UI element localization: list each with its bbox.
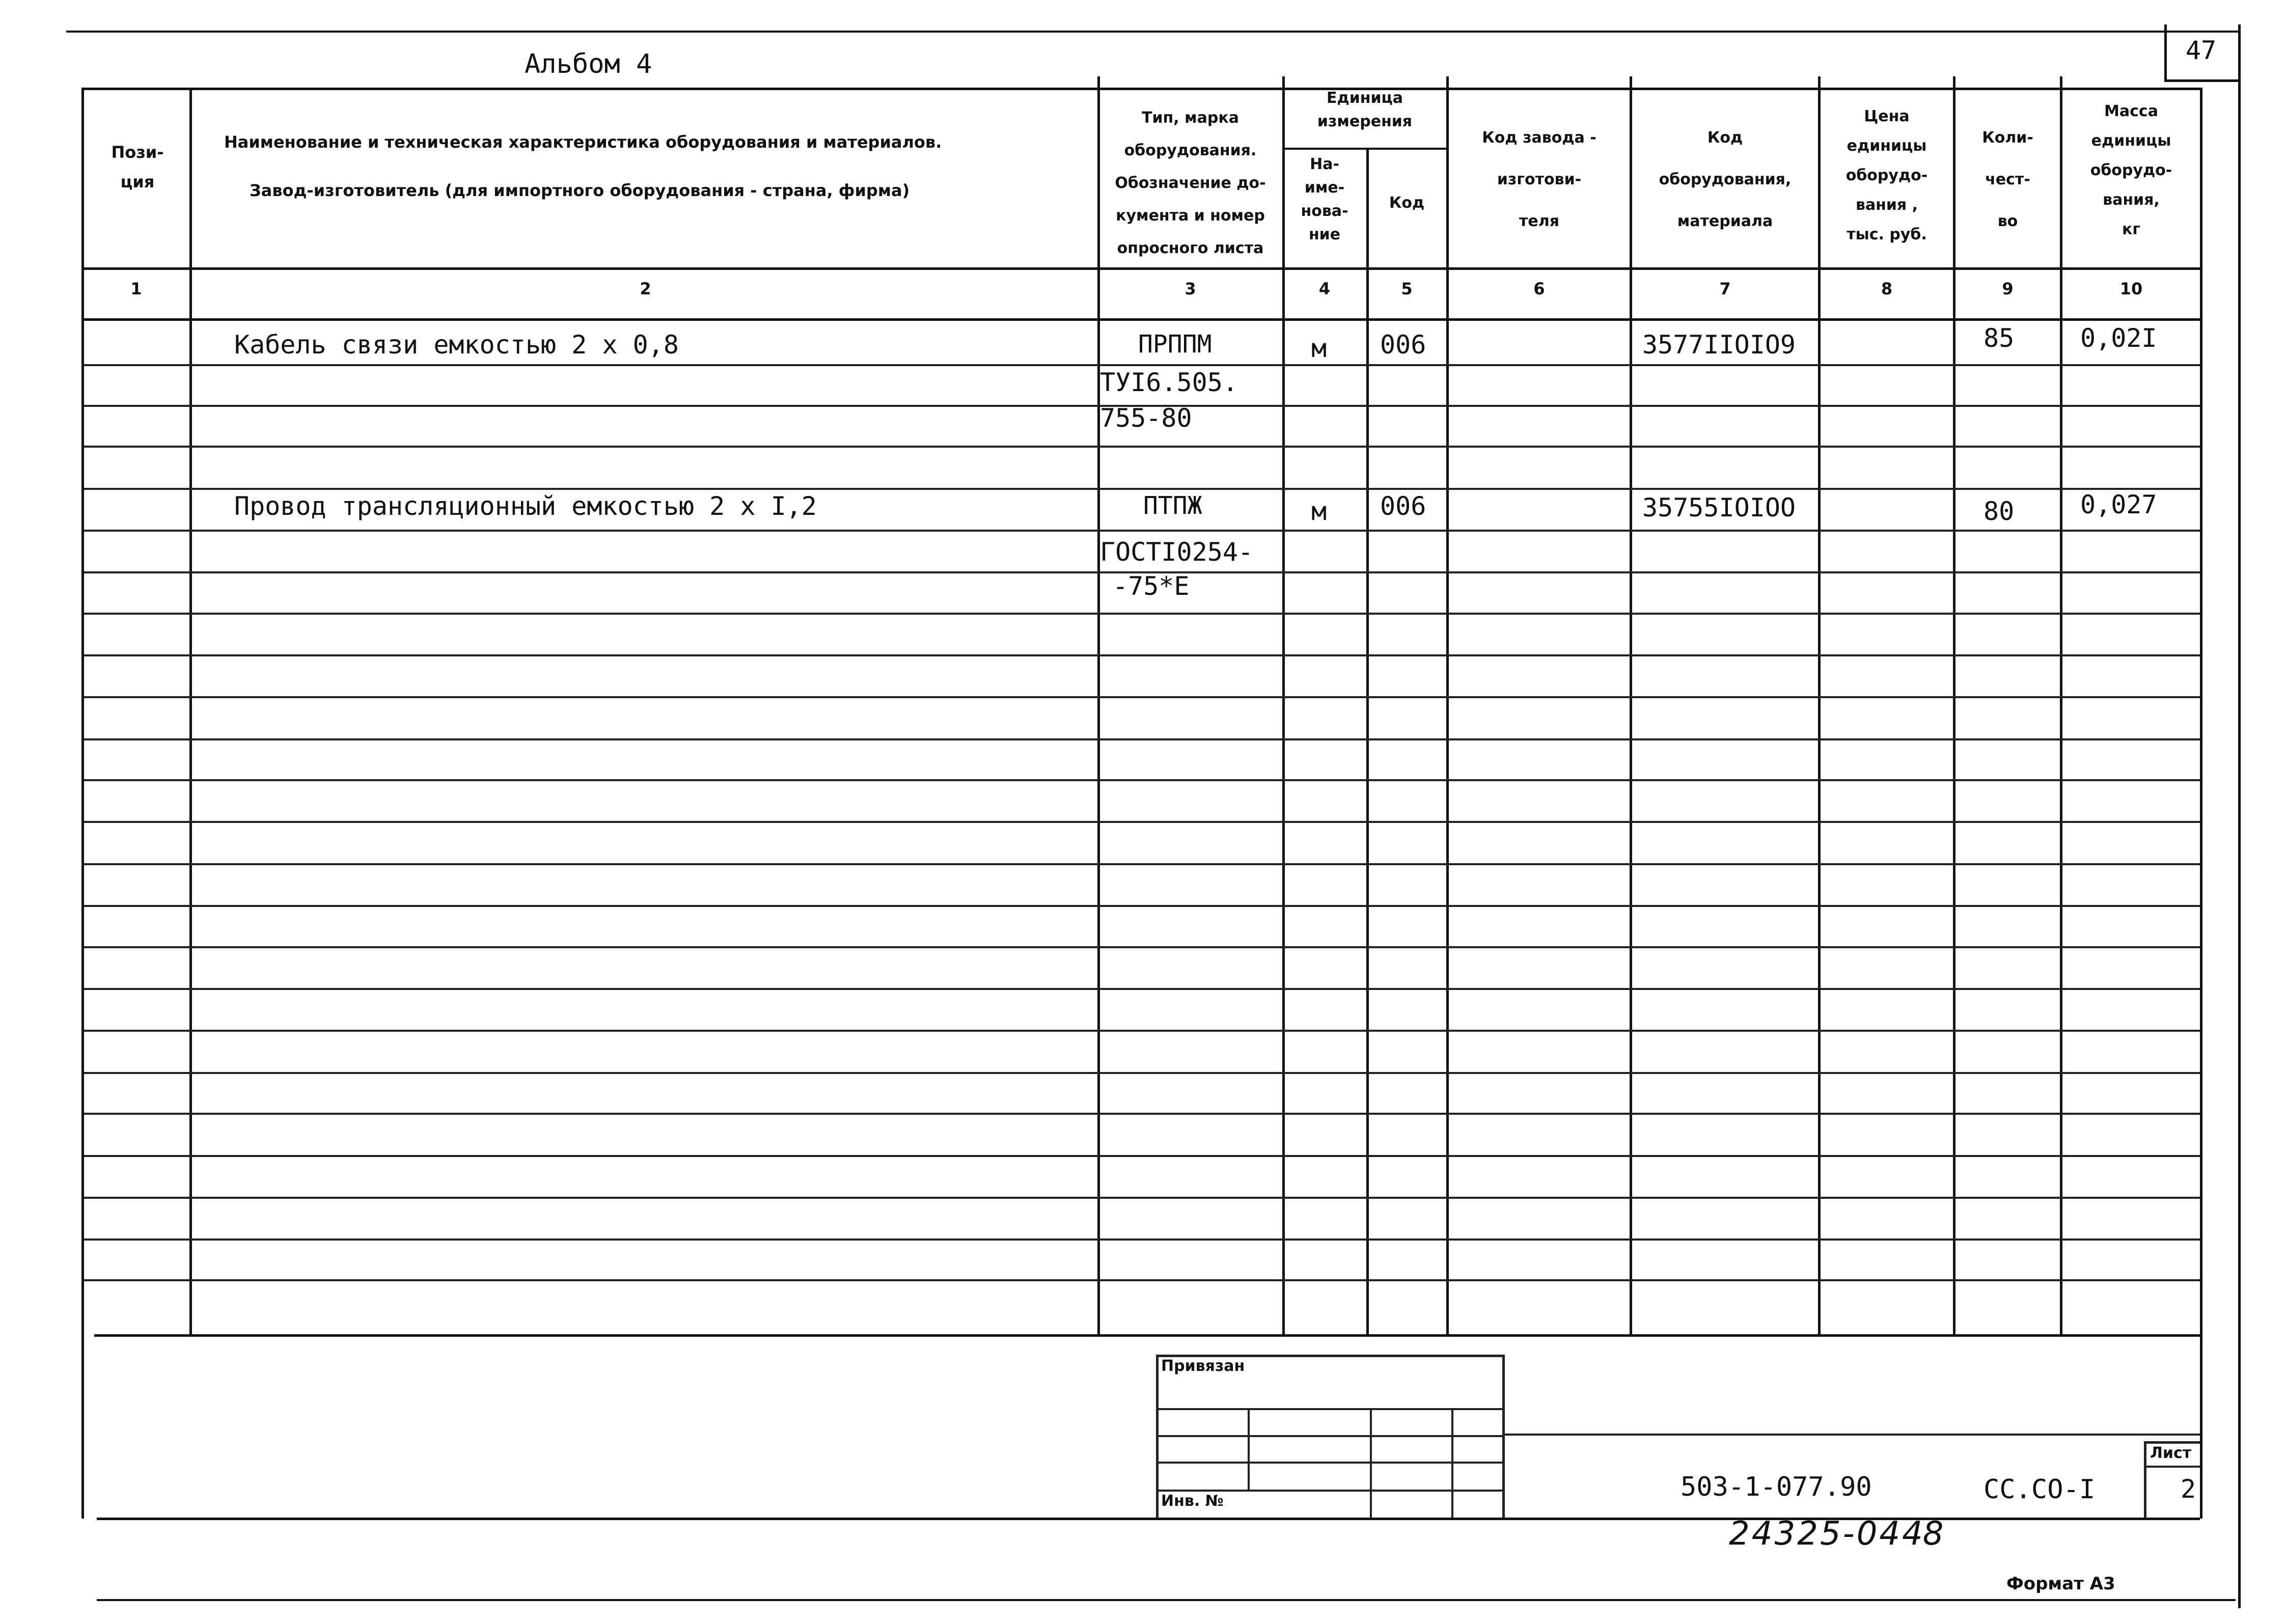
colnum-bottom xyxy=(81,318,2200,321)
table-right xyxy=(2200,88,2202,1519)
album-label: Альбом 4 xyxy=(525,49,652,79)
stamp-row xyxy=(1156,1435,1502,1437)
page-box-bottom xyxy=(2164,79,2240,82)
header-col8: Цена единицы оборудо- вания , тыс. руб. xyxy=(1846,107,1928,243)
row-line xyxy=(84,988,2200,990)
row2-mass: 0,027 xyxy=(2080,490,2157,519)
header-col5: Код xyxy=(1389,194,1425,212)
colnum-7: 7 xyxy=(1719,279,1731,298)
unit-group-line xyxy=(1282,148,1446,150)
table-top xyxy=(81,88,2200,90)
row-line xyxy=(84,488,2200,490)
stamp-right xyxy=(1502,1355,1505,1518)
title-block-line xyxy=(1502,1434,2200,1436)
row1-mass: 0,02I xyxy=(2080,323,2157,353)
row-line xyxy=(84,654,2200,656)
row-line xyxy=(84,1030,2200,1032)
stamp-col xyxy=(1451,1408,1453,1518)
col-sep-7 xyxy=(1818,76,1821,1334)
colnum-1: 1 xyxy=(130,279,142,298)
row2-type-line3: -75*Е xyxy=(1113,571,1190,601)
list-box-left xyxy=(2144,1441,2146,1518)
row-line xyxy=(84,905,2200,907)
col-sep-9 xyxy=(2060,76,2062,1334)
stamp-row xyxy=(1156,1490,1502,1492)
row-line xyxy=(84,613,2200,615)
row-line xyxy=(84,946,2200,948)
col-sep-6 xyxy=(1630,76,1632,1334)
row-line xyxy=(84,1197,2200,1199)
row-line xyxy=(84,530,2200,532)
colnum-9: 9 xyxy=(2002,279,2014,298)
header-col4: На- име- нова- ние xyxy=(1301,155,1348,243)
stamp-privyazan: Привязан xyxy=(1161,1357,1245,1375)
header-col1: Пози- ция xyxy=(111,143,164,191)
doc-code: 503-1-077.90 xyxy=(1681,1472,1872,1502)
page-box-left xyxy=(2164,24,2167,80)
table-left xyxy=(81,88,84,1519)
page-number: 47 xyxy=(2185,36,2217,65)
row-line xyxy=(84,1155,2200,1157)
stamp-inv: Инв. № xyxy=(1161,1492,1224,1510)
top-border xyxy=(66,31,2241,33)
row-line xyxy=(84,863,2200,865)
row-line xyxy=(84,1238,2200,1241)
row1-type-line1: ПРППМ xyxy=(1138,330,1212,359)
row2-type-line2: ГОСТI0254- xyxy=(1100,537,1254,567)
stamp-row xyxy=(1156,1462,1502,1464)
list-label: Лист xyxy=(2150,1444,2192,1462)
row2-name: Провод трансляционный емкостью 2 х I,2 xyxy=(234,491,817,521)
archive-page: 48 xyxy=(1902,1515,1944,1553)
colnum-6: 6 xyxy=(1533,279,1545,298)
stamp-col xyxy=(1248,1408,1250,1490)
row1-type-line3: 755-80 xyxy=(1100,403,1192,433)
row2-quantity: 80 xyxy=(1984,497,2015,526)
row1-unit: м xyxy=(1311,334,1327,363)
row1-type-line2: ТУI6.505. xyxy=(1100,368,1238,397)
header-col2-line1: Наименование и техническая характеристика оборудования и материалов. xyxy=(224,132,942,152)
row-line xyxy=(84,1072,2200,1074)
row-line xyxy=(84,696,2200,698)
header-col10: Масса единицы оборудо- вания, кг xyxy=(2090,102,2172,238)
row2-unit-code: 006 xyxy=(1380,491,1426,521)
row1-unit-code: 006 xyxy=(1380,330,1426,360)
row-line xyxy=(84,1113,2200,1115)
colnum-5: 5 xyxy=(1401,279,1413,298)
header-col2-line2: Завод-изготовитель (для импортного оборудования - страна, фирма) xyxy=(250,181,910,200)
table-body-bottom xyxy=(94,1334,2200,1337)
row1-material-code: 3577IIOIO9 xyxy=(1642,330,1796,360)
colnum-10: 10 xyxy=(2119,279,2143,298)
stamp-row xyxy=(1156,1408,1502,1410)
list-box-mid xyxy=(2144,1466,2200,1468)
list-number: 2 xyxy=(2181,1474,2196,1504)
row-line xyxy=(84,821,2200,823)
row-line xyxy=(84,738,2200,740)
row2-material-code: 35755IOIOO xyxy=(1642,493,1796,522)
col-sep-5 xyxy=(1446,76,1449,1334)
sheet-code: СС.СО-I xyxy=(1984,1474,2096,1505)
col-sep-8 xyxy=(1953,76,1956,1334)
format-label: Формат А3 xyxy=(2006,1574,2115,1594)
row1-name: Кабель связи емкостью 2 х 0,8 xyxy=(234,330,679,360)
row-line xyxy=(84,1279,2200,1281)
row-line xyxy=(84,364,2200,366)
archive-number: 24325-04 xyxy=(1729,1515,1903,1553)
stamp-col xyxy=(1370,1408,1372,1518)
header-col9: Коли- чест- во xyxy=(1982,129,2033,230)
header-col7: Код оборудования, материала xyxy=(1659,129,1792,230)
colnum-3: 3 xyxy=(1185,279,1196,298)
header-col3: Тип, марка оборудования. Обозначение до- кумента и номер опросного листа xyxy=(1115,109,1266,257)
row-line xyxy=(84,446,2200,448)
bottom-border xyxy=(97,1599,2236,1601)
right-outer-border xyxy=(2238,24,2241,1608)
row-line xyxy=(84,779,2200,781)
header-bottom xyxy=(81,267,2200,270)
list-box-top xyxy=(2144,1441,2200,1444)
row2-unit: м xyxy=(1311,497,1327,526)
header-col6: Код завода - изготови- теля xyxy=(1482,129,1596,230)
header-unit-group: Единица измерения xyxy=(1317,89,1413,130)
colnum-2: 2 xyxy=(640,279,651,298)
colnum-8: 8 xyxy=(1881,279,1893,298)
row2-type-line1: ПТПЖ xyxy=(1143,491,1202,520)
col-sep-3 xyxy=(1282,76,1285,1334)
row1-quantity: 85 xyxy=(1984,323,2015,353)
col-sep-2 xyxy=(1097,76,1100,1334)
col-sep-1 xyxy=(189,88,192,1335)
colnum-4: 4 xyxy=(1318,279,1331,298)
